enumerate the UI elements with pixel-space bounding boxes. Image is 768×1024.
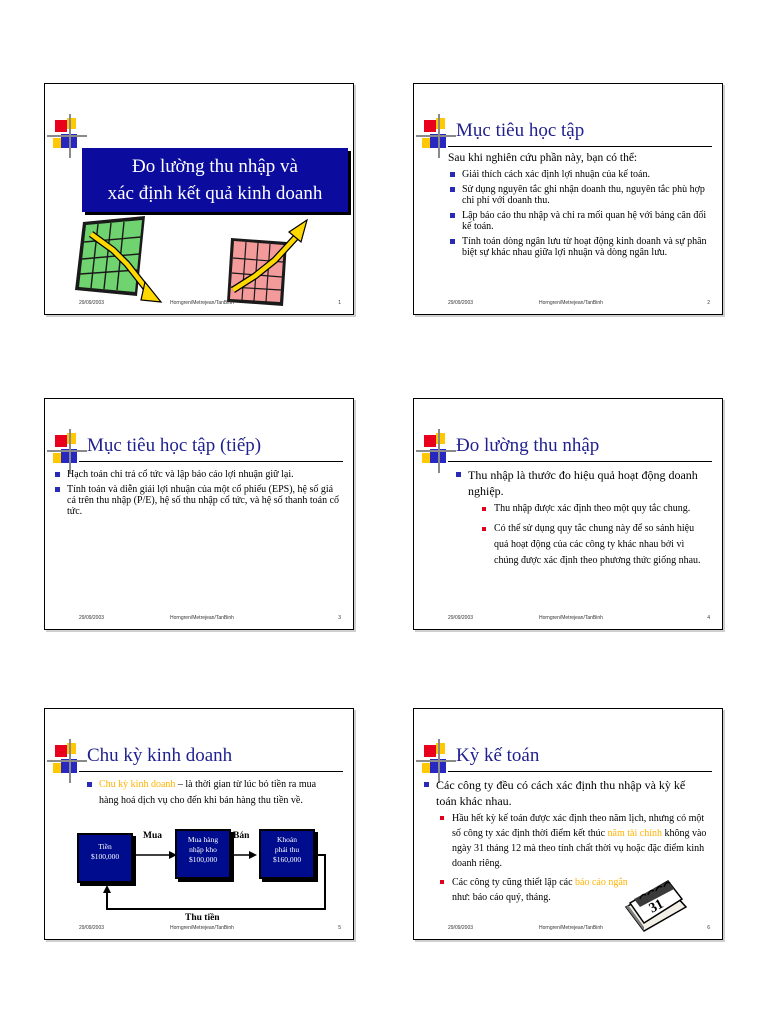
slide-title-box: [82, 148, 348, 212]
bullet-square-icon: [55, 472, 60, 477]
slide-3: [44, 398, 354, 630]
title-divider: [448, 146, 712, 147]
footer-date: 29/09/2003: [448, 615, 474, 621]
slide-title-line-1: Đo lường thu nhập và: [132, 156, 298, 177]
slide-4: [413, 398, 723, 630]
label-buy: Mua: [143, 831, 162, 841]
decorative-squares-icon: [47, 114, 87, 158]
list-item: Thu nhập là thước đo hiệu quả hoạt động doanh nghiệp. Thu nhập được xác định theo một quy tắc chung. Có thể sử dụng quy tắc chung này để so sánh hiệu quả hoạt động của các công ty khác nhau bởi vì chúng được xác định theo phương thức giống nhau.: [454, 467, 708, 569]
calendar-number: 31: [646, 896, 667, 917]
slide-title: Chu kỳ kinh doanh: [87, 745, 233, 766]
label-sell: Bán: [233, 831, 250, 841]
highlighted-term: năm tài chính: [607, 828, 662, 839]
slide-title: Mục tiêu học tập (tiếp): [87, 435, 262, 456]
slide-content: [454, 467, 708, 573]
bullet-list: [85, 777, 337, 809]
list-item: Các công ty đều có cách xác định thu nhập và kỳ kế toán khác nhau. Hầu hết kỳ kế toán được xác định theo năm lịch, nhưng có một số công ty xác định thời điểm kết thúc năm tài chính không vào ngày 31 tháng 12 mà theo tính chất thời vụ hoặc đặc điểm kinh doanh riêng. Các công ty cũng thiết lập các báo cáo ngắn như: báo cáo quý, tháng.: [422, 777, 708, 905]
bullet-square-icon: [55, 487, 60, 492]
slide-title-line-2: xác định kết quả kinh doanh: [107, 183, 323, 204]
list-item: Lập báo cáo thu nhập và chỉ ra mối quan hệ với bảng cân đối kế toán.: [448, 210, 710, 232]
slide-1: [44, 83, 354, 315]
footer-date: 29/09/2003: [79, 925, 105, 931]
slide-5: [44, 708, 354, 940]
slide-content: [53, 469, 341, 521]
rising-chart-icon: [227, 220, 307, 306]
bullet-square-icon: [440, 880, 444, 884]
bullet-list: [53, 469, 341, 517]
list-item: Tính toán và diễn giải lợi nhuận của một cổ phiếu (EPS), hệ số giá cả trên thu nhập (P/E), hệ số thu nhập cổ tức, và hệ số thanh toán cổ tức.: [53, 484, 341, 517]
bullet-list: [448, 169, 710, 258]
slide-6: [413, 708, 723, 940]
sub-bullet-list: [480, 501, 708, 569]
list-item: Hạch toán chi trả cổ tức và lập báo cáo lợi nhuận giữ lại.: [53, 469, 341, 480]
footer-author: Horngren/Metrejean/TanBinh: [539, 925, 603, 931]
footer-author: Horngren/Metrejean/TanBinh: [170, 300, 234, 306]
decorative-squares-icon: [47, 739, 87, 783]
intro-text: Sau khi nghiên cứu phần này, bạn có thể:: [448, 152, 638, 164]
footer-page-number: 2: [707, 300, 710, 306]
footer-date: 29/09/2003: [79, 300, 105, 306]
list-item: Hầu hết kỳ kế toán được xác định theo năm lịch, nhưng có một số công ty xác định thời điểm kết thúc năm tài chính không vào ngày 31 tháng 12 mà theo tính chất thời vụ hoặc đặc điểm kinh doanh riêng.: [438, 811, 708, 871]
footer-date: 29/09/2003: [448, 925, 474, 931]
list-item: Chu kỳ kinh doanh – là thời gian từ lúc bỏ tiền ra mua hàng hoá dịch vụ cho đến khi bán hàng thu tiền về.: [85, 777, 337, 809]
bullet-list: [454, 467, 708, 569]
footer-author: Horngren/Metrejean/TanBinh: [539, 615, 603, 621]
highlighted-term: Chu kỳ kinh doanh: [99, 779, 176, 790]
list-item: Các công ty cũng thiết lập các báo cáo ngắn như: báo cáo quý, tháng.: [438, 875, 708, 905]
slide-footer: [45, 300, 353, 310]
highlighted-term: báo cáo ngắn: [575, 877, 628, 888]
growth-charts-illustration: [75, 216, 325, 306]
falling-chart-icon: [75, 216, 161, 302]
bullet-square-icon: [450, 187, 455, 192]
bullet-square-icon: [450, 172, 455, 177]
slide-footer: [45, 925, 353, 935]
slide-title: Mục tiêu học tập: [456, 120, 585, 141]
bullet-square-icon: [456, 472, 461, 477]
bullet-square-icon: [87, 782, 92, 787]
decorative-squares-icon: [47, 429, 87, 473]
title-divider: [79, 771, 343, 772]
title-divider: [79, 461, 343, 462]
footer-author: Horngren/Metrejean/TanBinh: [170, 615, 234, 621]
decorative-squares-icon: [416, 429, 456, 473]
slide-2: [413, 83, 723, 315]
title-divider: [448, 461, 712, 462]
title-divider: [448, 771, 712, 772]
list-item: Sử dụng nguyên tắc ghi nhận doanh thu, nguyên tắc phù hợp chi phí với doanh thu.: [448, 184, 710, 206]
list-item: Có thể sử dụng quy tắc chung này để so sánh hiệu quả hoạt động của các công ty khác nhau bởi vì chúng được xác định theo phương thức giống nhau.: [480, 521, 708, 569]
list-item: Tính toán dòng ngân lưu từ hoạt động kinh doanh và sự phân biệt sự khác nhau giữa lợi nhuận và dòng ngân lưu.: [448, 236, 710, 258]
cash-box: Tiền $100,000: [77, 833, 133, 883]
inventory-box: Mua hàng nhập kho $100,000: [175, 829, 231, 879]
footer-page-number: 6: [707, 925, 710, 931]
slide-content: [448, 152, 710, 262]
receivables-box: Khoản phải thu $160,000: [259, 829, 315, 879]
bullet-square-icon: [482, 527, 486, 531]
slide-footer: [414, 925, 722, 935]
footer-page-number: 1: [338, 300, 341, 306]
bullet-square-icon: [482, 507, 486, 511]
slide-title: Đo lường thu nhập: [456, 435, 600, 456]
footer-date: 29/09/2003: [448, 300, 474, 306]
bullet-square-icon: [450, 239, 455, 244]
footer-date: 29/09/2003: [79, 615, 105, 621]
footer-page-number: 3: [338, 615, 341, 621]
footer-author: Horngren/Metrejean/TanBinh: [170, 925, 234, 931]
footer-page-number: 4: [707, 615, 710, 621]
slide-title: Kỳ kế toán: [456, 745, 540, 766]
bullet-square-icon: [440, 816, 444, 820]
slide-footer: [414, 300, 722, 310]
business-cycle-diagram: [75, 829, 345, 924]
footer-author: Horngren/Metrejean/TanBinh: [539, 300, 603, 306]
slide-footer: [414, 615, 722, 625]
slide-content: [85, 777, 337, 813]
list-item: Thu nhập được xác định theo một quy tắc chung.: [480, 501, 708, 517]
bullet-square-icon: [424, 782, 429, 787]
bullet-square-icon: [450, 213, 455, 218]
footer-page-number: 5: [338, 925, 341, 931]
list-item: Giải thích cách xác định lợi nhuận của kế toán.: [448, 169, 710, 180]
slide-footer: [45, 615, 353, 625]
label-collect: Thu tiền: [185, 913, 220, 923]
